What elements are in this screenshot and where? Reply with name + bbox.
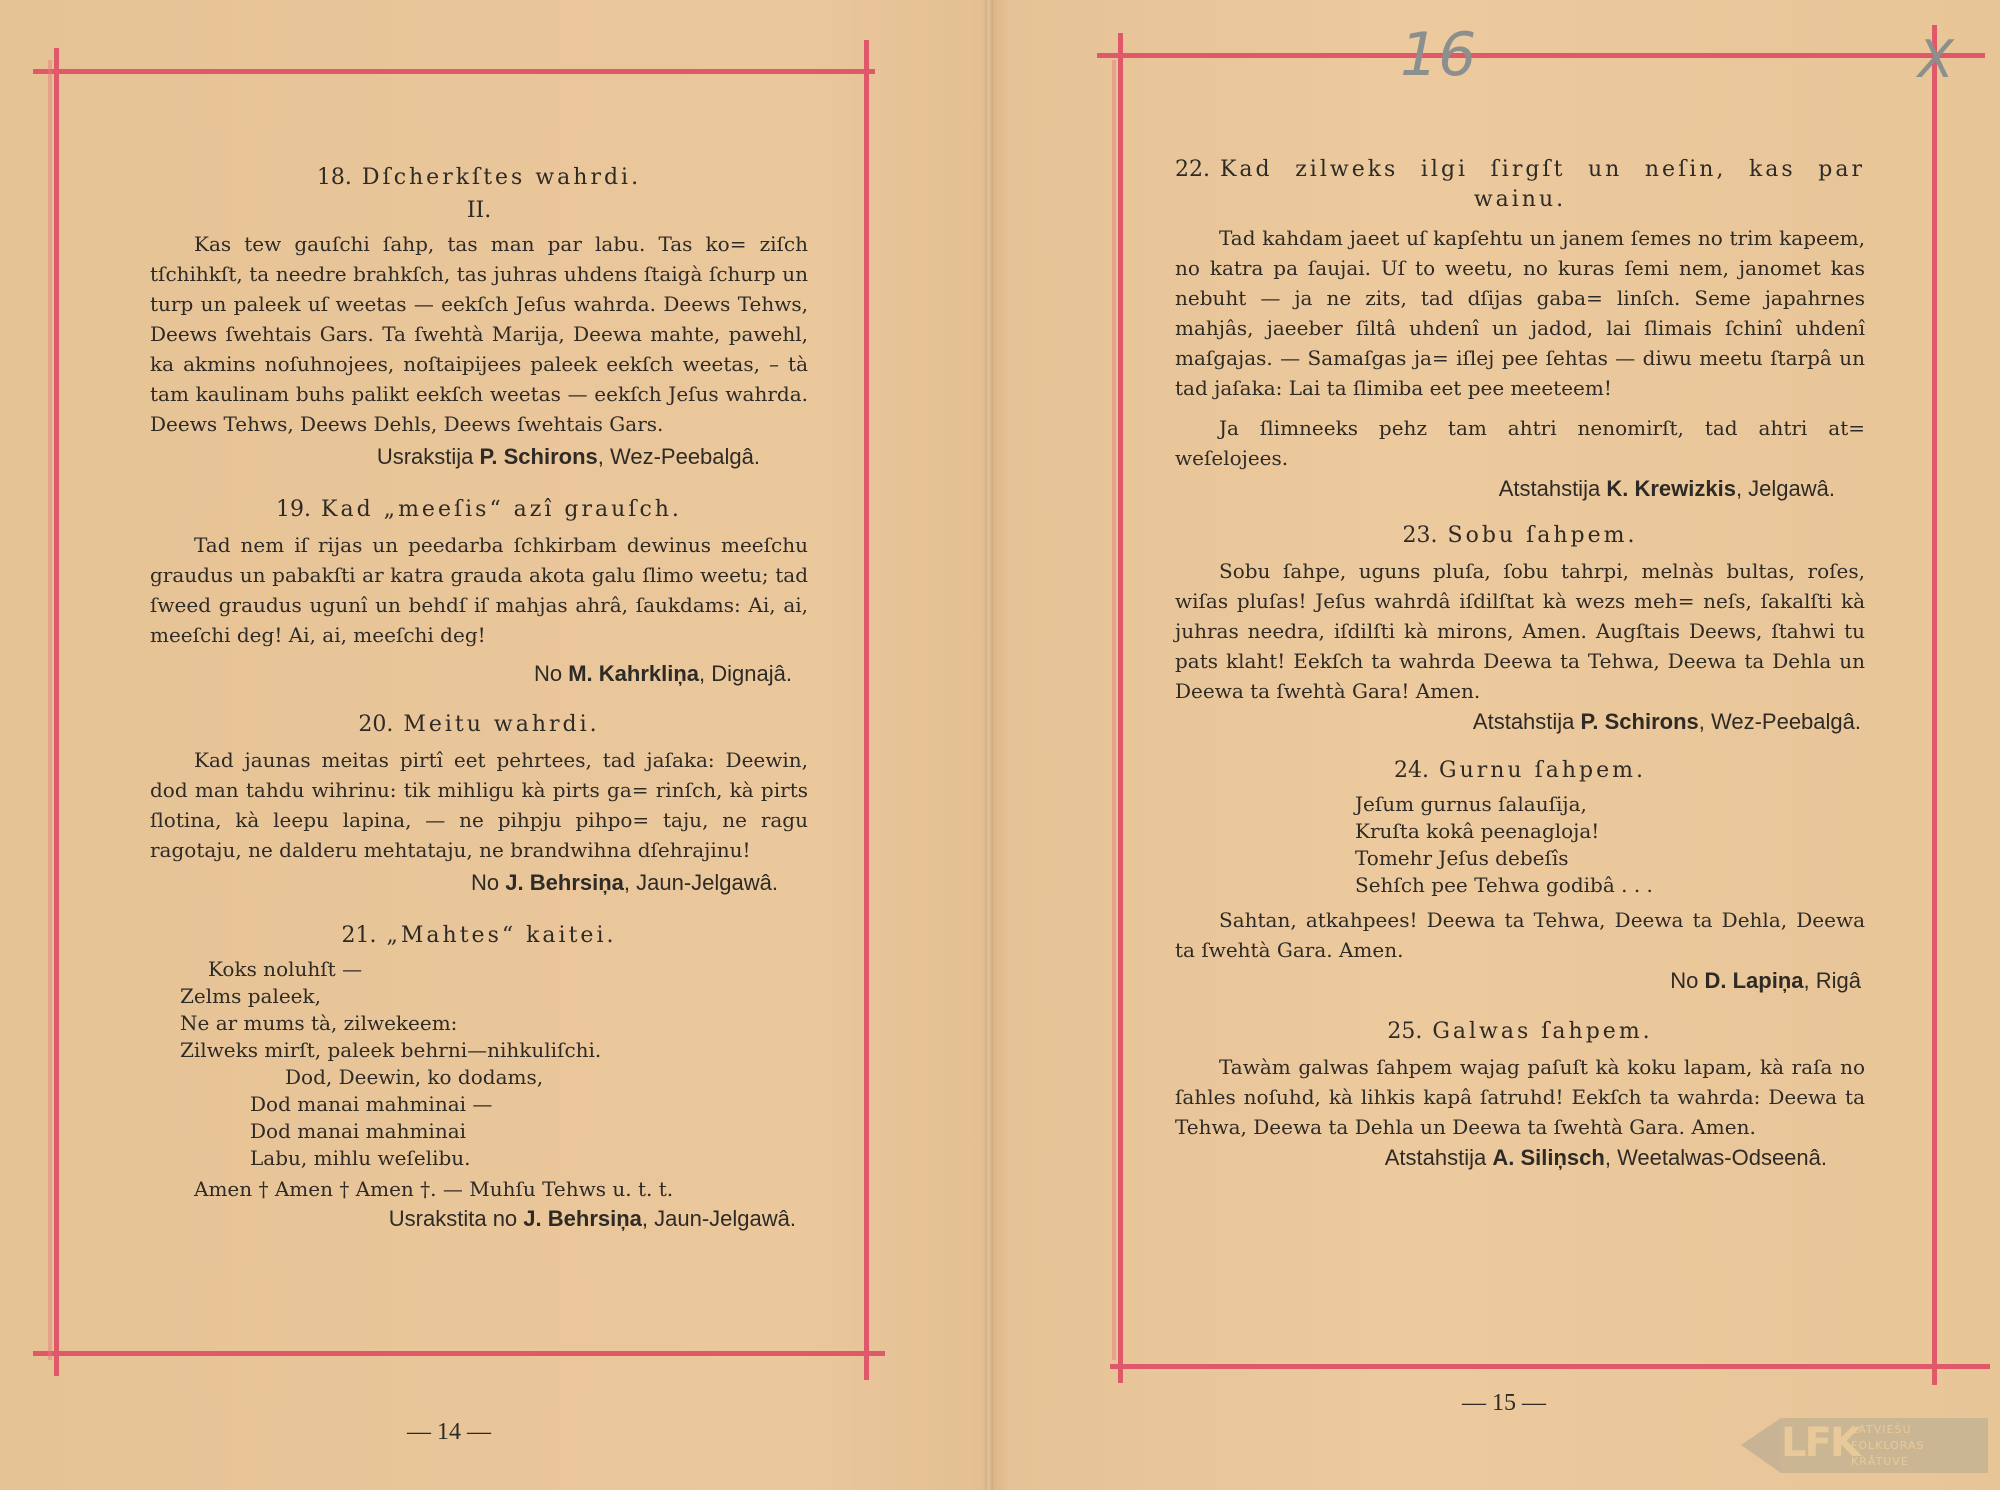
entry-text: Kad jaunas meitas pirtî eet pehrtees, tad jaſaka: Deewin, dod man tahdu wihrinu: tik mihligu kà pirts ga= rinſch, kà pirts ſlotina, kà leepu lapina, — ne pihpju pihpo= taju, ne ragu ragotaju, ne dalderu mehtataju, ne brandwihna dſehrajinu!	[150, 748, 808, 862]
attribution-prefix: Usrakstija	[376, 444, 474, 469]
entry-text: Tawàm galwas ſahpem wajag paſuſt kà koku lapam, kà raſa no ſahles noſuhd, kà lihkis kapâ ſatruhd! Eekſch ta wahrda: Deewa ta Tehwa, Deewa ta Dehla un Deewa ta ſwehtà Gara. Amen.	[1175, 1055, 1865, 1139]
attribution-name: P. Schirons	[479, 444, 598, 469]
watermark-line: KRĀTUVE	[1851, 1455, 1909, 1468]
page-number-left: — 14 —	[407, 1419, 491, 1445]
entry-20	[150, 712, 808, 899]
attribution-prefix: No	[1670, 968, 1699, 993]
entry-text: Sobu ſahpe, uguns pluſa, ſobu tahrpi, melnàs bultas, roſes, wiſas pluſas! Jeſus wahrdâ iſdilſtat kà wezs meh= neſs, ſakalſti kà juhras needra, iſdilſti kà mirons, Amen. Augſtais Deews, ſtahwi tu pats klaht! Eekſch ta wahrda Deewa ta Tehwa, Deewa ta Dehla un Deewa ta ſwehtà Gara! Amen.	[1175, 559, 1865, 703]
pencil-x-mark: X	[1918, 30, 1954, 90]
attribution-place: , Jaun-Jelgawâ.	[641, 1206, 796, 1231]
entry-title-text: Kad zilweks ilgi ſirgſt un neſin, kas par wainu.	[1220, 157, 1865, 212]
verse-line: Kruſta kokâ peenagloja!	[1355, 819, 1600, 843]
entry-text-2: Ja ſlimneeks pehz tam ahtri nenomirſt, tad ahtri at= weſelojees.	[1175, 416, 1865, 470]
verse-line: Dod, Deewin, ko dodams,	[285, 1065, 544, 1089]
watermark-arrow-icon	[1741, 1418, 1781, 1473]
entry-title	[150, 712, 808, 737]
attribution-place: , Weetalwas-Odseenâ.	[1604, 1145, 1827, 1170]
right-page	[1175, 155, 1865, 1174]
entry-attribution	[1175, 706, 1861, 738]
left-page	[150, 165, 808, 1235]
attribution-name: K. Krewizkis	[1606, 476, 1736, 501]
watermark-text	[1851, 1422, 1924, 1470]
entry-attribution	[1175, 965, 1861, 997]
entry-title	[150, 165, 808, 190]
book-gutter	[985, 0, 993, 1490]
verse-line: Jeſum gurnus ſalauſija,	[1355, 792, 1587, 816]
entry-number: 25.	[1387, 1019, 1423, 1044]
attribution-name: D. Lapiņa	[1704, 968, 1804, 993]
attribution-prefix: Atstahstija	[1498, 476, 1601, 501]
entry-closing: Amen † Amen † Amen †. — Muhſu Tehws u. t. t.	[194, 1177, 674, 1201]
attribution-prefix: Atstahstija	[1384, 1145, 1487, 1170]
entry-title-text: Gurnu ſahpem.	[1439, 758, 1646, 783]
attribution-name: J. Behrsiņa	[523, 1206, 642, 1231]
entry-attribution	[1175, 473, 1835, 505]
entry-number: 19.	[276, 497, 312, 522]
entry-text: Kas tew gauſchi ſahp, tas man par labu. Tas ko= ziſch tſchihkſt, ta needre brahkſch, tas juhras uhdens ſtaigà ſchurp un turp un paleek uſ weetas — eekſch Jeſus wahrda. Deews Tehws, Deews ſwehtais Gars. Ta ſwehtà Marija, Deewa mahte, pawehl, ka akmins noſuhnojees, noſtaipijees paleek eekſch weetas, – tà tam kaulinam buhs palikt eekſch weetas — eekſch Jeſus wahrda. Deews Tehws, Deews Dehls, Deews ſwehtais Gars.	[150, 232, 808, 436]
right-border-left-shadow	[1112, 60, 1116, 1360]
entry-number: 23.	[1402, 523, 1438, 548]
entry-title-text: Dſcherkſtes wahrdi.	[361, 165, 642, 190]
entry-attribution	[150, 658, 792, 690]
entry-number: 20.	[358, 712, 394, 737]
entry-attribution	[150, 441, 760, 473]
verse-line: Zelms paleek,	[180, 984, 321, 1008]
attribution-place: , Wez-Peebalgâ.	[597, 444, 760, 469]
entry-18	[150, 165, 808, 473]
entry-22	[1175, 155, 1865, 505]
entry-number: 24.	[1394, 758, 1429, 783]
attribution-prefix: No	[471, 870, 500, 895]
entry-number: 22.	[1175, 157, 1210, 182]
entry-title	[1175, 758, 1865, 783]
entry-title	[1175, 155, 1865, 215]
attribution-place: , Jelgawâ.	[1735, 476, 1835, 501]
attribution-place: , Wez-Peebalgâ.	[1698, 709, 1861, 734]
entry-title-text: „Mahtes“ kaitei.	[386, 923, 617, 948]
entry-title-text: Meitu wahrdi.	[403, 712, 600, 737]
entry-number: 18.	[316, 165, 352, 190]
verse-line: Ne ar mums tà, zilwekeem:	[180, 1011, 458, 1035]
attribution-place: , Dignajâ.	[699, 661, 792, 686]
entry-19	[150, 497, 808, 690]
left-border-right	[864, 40, 869, 1380]
left-border-left	[54, 48, 59, 1376]
verse-line: Sehſch pee Tehwa godibâ . . .	[1355, 873, 1653, 897]
entry-text: Sahtan, atkahpees! Deewa ta Tehwa, Deewa ta Dehla, Deewa ta ſwehtà Gara. Amen.	[1175, 908, 1865, 962]
page-number-right: — 15 —	[1462, 1390, 1546, 1416]
entry-title	[1175, 1019, 1865, 1044]
entry-title	[150, 923, 808, 948]
watermark-line: FOLKLORAS	[1851, 1439, 1925, 1452]
right-border-top	[1097, 53, 1985, 58]
entry-title-text: Kad „meeſis“ azî grauſch.	[321, 497, 682, 522]
attribution-name: P. Schirons	[1580, 709, 1699, 734]
verse-line: Koks noluhſt —	[208, 957, 363, 981]
attribution-place: , Rigâ	[1803, 968, 1861, 993]
entry-title	[1175, 523, 1865, 548]
verse-line: Labu, mihlu weſelibu.	[250, 1146, 471, 1170]
attribution-place: , Jaun-Jelgawâ.	[623, 870, 778, 895]
entry-text: Tad nem iſ rijas un peedarba ſchkirbam dewinus meeſchu graudus un pabakſti ar katra grauda akota galu ſlimo weetu; tad ſweed graudus ugunî un behdſ iſ mahjas ahrâ, ſaukdams: Ai, ai, meeſchi deg! Ai, ai, meeſchi deg!	[150, 533, 808, 647]
right-border-right	[1932, 25, 1937, 1385]
entry-text: Tad kahdam jaeet uſ kapſehtu un janem ſemes no trim kapeem, no katra pa ſaujai. Uſ to weetu, no kuras ſemi nem, janomet kas nebuht — ja ne zits, tad dſijas gaba= linſch. Seme japahrnes mahjâs, jaeeber ſiltâ uhdenî un jadod, lai ſlimais ſchinî uhdenî maſgajas. — Samaſgas ja= iſlej pee ſehtas — diwu meetu ſtarpâ un tad jaſaka: Lai ta ſlimiba eet pee meeteem!	[1175, 226, 1865, 400]
attribution-prefix: Usrakstita no	[388, 1206, 518, 1231]
attribution-name: J. Behrsiņa	[505, 870, 624, 895]
verse-line: Tomehr Jeſus debeſîs	[1355, 846, 1569, 870]
archive-watermark-logo	[1741, 1408, 1989, 1478]
entry-number: 21.	[341, 923, 377, 948]
left-border-top	[33, 69, 875, 74]
entry-subtitle: II.	[466, 198, 492, 223]
entry-title-text: Sobu ſahpem.	[1447, 523, 1638, 548]
entry-title	[150, 497, 808, 522]
entry-attribution	[150, 1203, 796, 1235]
watermark-line: LATVIEŠU	[1851, 1423, 1912, 1436]
verse-line: Dod manai mahminai	[250, 1119, 467, 1143]
attribution-name: M. Kahrkliņa	[568, 661, 700, 686]
verse-line: Zilweks mirſt, paleek behrni—nihkuliſchi.	[180, 1038, 602, 1062]
entry-24	[1175, 758, 1865, 997]
entry-attribution	[150, 867, 778, 899]
attribution-name: A. Siliņsch	[1492, 1145, 1605, 1170]
entry-attribution	[1175, 1142, 1827, 1174]
entry-21	[150, 923, 808, 1235]
entry-title-text: Galwas ſahpem.	[1432, 1019, 1653, 1044]
entry-23	[1175, 523, 1865, 738]
attribution-prefix: No	[533, 661, 563, 686]
right-border-left	[1118, 33, 1123, 1383]
attribution-prefix: Atstahstija	[1472, 709, 1575, 734]
left-border-left-shadow	[48, 60, 52, 1360]
watermark-letters: LFK	[1781, 1420, 1859, 1466]
right-border-bottom	[1110, 1364, 1990, 1369]
left-border-bottom	[33, 1351, 885, 1356]
entry-25	[1175, 1019, 1865, 1174]
pencil-page-number: 16	[1400, 20, 1477, 90]
verse-line: Dod manai mahminai —	[250, 1092, 493, 1116]
